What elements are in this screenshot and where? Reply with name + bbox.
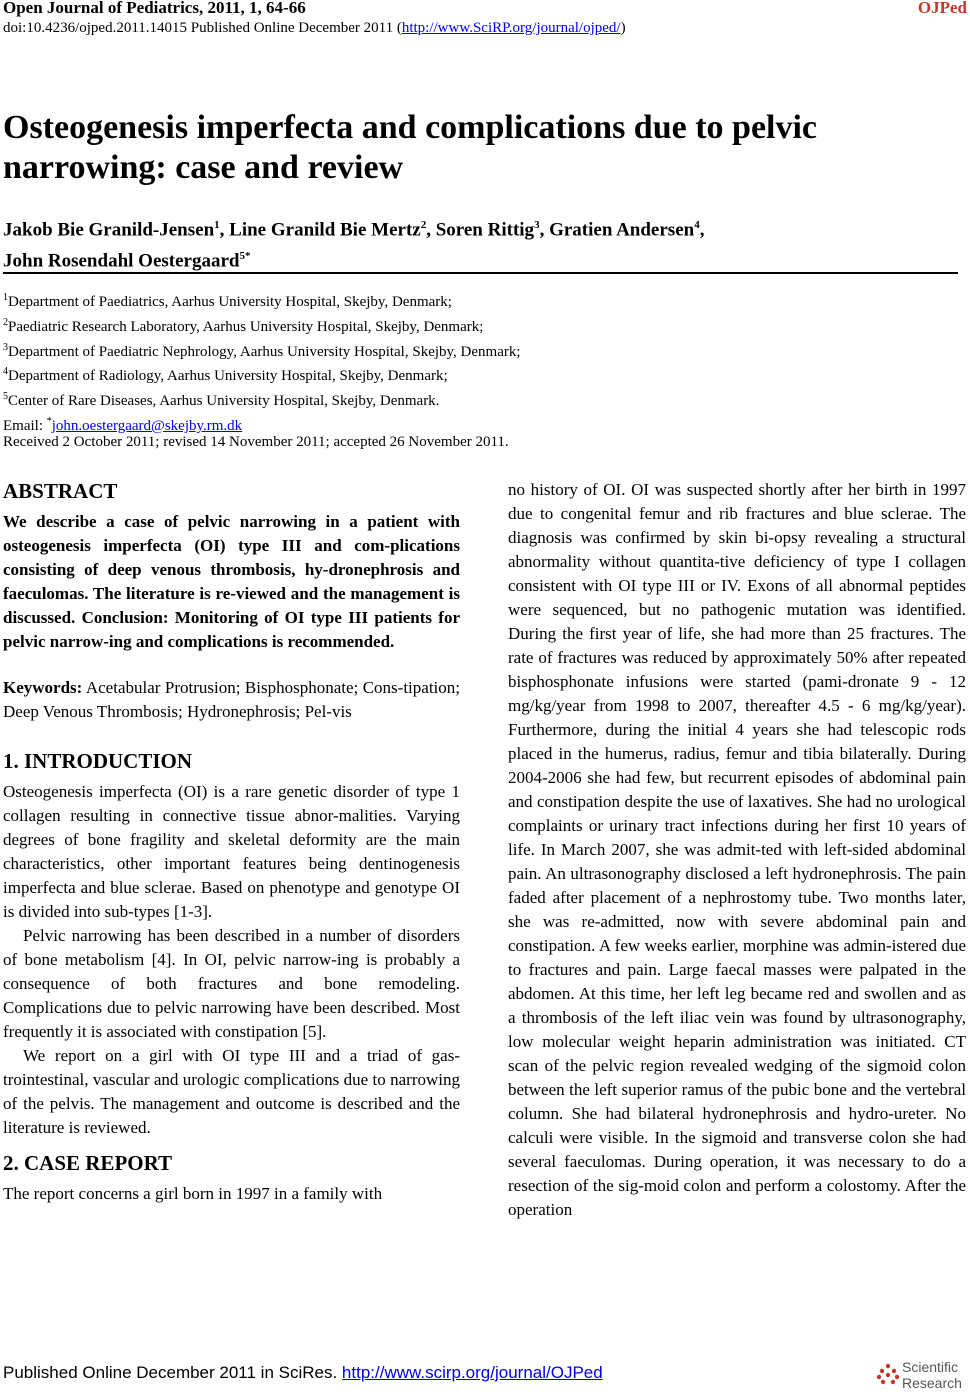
affiliation-text: Department of Radiology, Aarhus University Hospital, Skejby, Denmark; — [8, 368, 448, 385]
running-header — [3, 0, 967, 20]
logo-mark-icon — [876, 1363, 900, 1387]
affiliation-text: Paediatric Research Laboratory, Aarhus University Hospital, Skejby, Denmark; — [8, 318, 484, 335]
author-name: Jakob Bie Granild-Jensen — [3, 219, 215, 241]
case-paragraph-start: The report concerns a girl born in 1997 in a family with — [3, 1184, 383, 1203]
author-separator: , — [539, 219, 550, 241]
footer-text: Published Online December 2011 in SciRes. — [3, 1363, 342, 1382]
keywords — [3, 676, 460, 724]
corresponding-mark: * — [46, 415, 52, 427]
affiliation-mark: 1 — [3, 292, 8, 303]
author-affiliation-mark: 2 — [420, 219, 427, 231]
abstract-heading: ABSTRACT — [3, 479, 118, 503]
right-column — [508, 478, 966, 1222]
affiliation-mark: 5 — [3, 391, 8, 403]
email-label: Email: — [3, 417, 47, 434]
affiliation-mark: 4 — [3, 366, 8, 378]
author-separator: , — [426, 219, 436, 241]
left-column — [3, 476, 460, 1206]
author-name: Gratien Andersen — [549, 219, 695, 241]
doi-close: ) — [620, 20, 626, 36]
author-separator: , — [219, 219, 230, 241]
page-footer — [3, 1363, 603, 1383]
affiliation-mark: 3 — [3, 341, 8, 353]
doi-text: doi:10.4236/ojped.2011.14015 Published Online December 2011 ( — [3, 20, 402, 36]
author-name: Soren Rittig — [435, 219, 535, 241]
affiliation-item — [3, 362, 903, 387]
affiliation-mark: 2 — [3, 316, 8, 328]
affiliation-item — [3, 288, 903, 313]
abstract-text: We describe a case of pelvic narrowing in a patient with osteogenesis imperfecta (OI) type III and com-plications consisting of deep venous thrombosis, hy-dronephrosis and faeculomas. The literature is re-viewed and the management is discussed. Conclusion: Monitoring of OI type III patients for pelvic narrow-ing and complications is recommended. — [3, 512, 460, 651]
author-separator: , — [699, 219, 705, 241]
affiliation-list — [3, 288, 903, 437]
journal-abbreviation: OJPed — [917, 0, 967, 17]
affiliation-item — [3, 338, 903, 363]
doi-line — [3, 20, 626, 37]
logo-line-1: Scientific — [902, 1359, 959, 1375]
author-affiliation-mark: 5* — [239, 250, 251, 263]
intro-paragraph-3: We report on a girl with OI type III and a triad of gas-trointestinal, vascular and urologic complications due to narrowing of the pelvis. The management and outcome is described and the literature is reviewed. — [3, 1046, 460, 1137]
author-affiliation-mark: 1 — [214, 219, 220, 231]
author-name: Line Granild Bie Mertz — [229, 219, 421, 241]
affiliation-item — [3, 387, 903, 412]
intro-paragraph-2: Pelvic narrowing has been described in a number of disorders of bone metabolism [4]. In OI, pelvic narrow-ing is probably a consequence of both fractures and bone remodeling. Complications due to pelvic narrowing have been described. Most frequently it is associated with constipation [5]. — [3, 926, 460, 1041]
email-link[interactable]: john.oestergaard@skejby.rm.dk — [51, 417, 243, 434]
keywords-text: Acetabular Protrusion; Bisphosphonate; Cons-tipation; Deep Venous Thrombosis; Hydronephrosis; Pel-vis — [3, 678, 460, 721]
affiliation-text: Center of Rare Diseases, Aarhus University Hospital, Skejby, Denmark. — [8, 393, 440, 410]
affiliation-text: Department of Paediatrics, Aarhus University Hospital, Skejby, Denmark; — [8, 294, 452, 310]
journal-name: Open Journal of Pediatrics, 2011, 1, 64-66 — [3, 0, 306, 17]
scientific-research-logo — [876, 1359, 968, 1393]
logo-wordmark — [902, 1359, 962, 1391]
keywords-label: Keywords: — [3, 678, 83, 697]
affiliation-item — [3, 313, 903, 338]
logo-line-2: Research — [902, 1375, 962, 1391]
introduction-heading: 1. INTRODUCTION — [3, 749, 193, 773]
article-title: Osteogenesis imperfecta and complications due to pelvic narrowing: case and review — [3, 109, 818, 186]
author-list — [3, 212, 953, 275]
author-affiliation-mark: 4 — [694, 219, 700, 231]
author-name: John Rosendahl Oestergaard — [3, 250, 240, 272]
received-dates: Received 2 October 2011; revised 14 November 2011; accepted 26 November 2011. — [3, 434, 509, 450]
case-report-heading: 2. CASE REPORT — [3, 1151, 173, 1175]
case-paragraph-continued: no history of OI. OI was suspected shortly after her birth in 1997 due to congenital femur and rib fractures and blue sclerae. The diagnosis was confirmed by skin bi-opsy revealing a structural abnormality without quantita-tive deficiency of type I collagen consistent with OI type III or IV. Exons of all abnormal peptides were sequenced, but no pathogenic mutation was identified. During the first year of life, she had more than 25 fractures. The rate of fractures was reduced by approximately 50% after repeated bisphosphonate infusions were started (pami-dronate 9 - 12 mg/kg/year from 1998 to 2007, thereafter 4.5 - 6 mg/kg/year). Furthermore, during the initial 4 years she had telescopic rods placed in the humerus, radius, femur and tibia bilaterally. During 2004-2006 she had few, but recurrent episodes of abdominal pain and constipation despite the use of laxatives. She had no urological complaints or urinary tract infections during her first 10 years of life. In March 2007, she was admit-ted with left-sided abdominal pain. An ultrasonography disclosed a left hydronephrosis. The pain faded after placement of a nephrostomy tube. Two months later, she was re-admitted, now with severe abdominal pain and constipation. A few weeks earlier, morphine was admin-istered due to fractures and pain. Large faecal masses were palpated in the abdomen. At this time, her left leg became red and swollen and as a thrombosis of the left iliac vein was found by ultrasonography, low molecular weight heparin administration was initiated. CT scan of the pelvic region revealed wedging of the sigmoid colon between the left superior ramus of the pubic bone and the vertebral column. She had bilateral hydronephrosis and hydro-ureter. No calculi were visible. In the sigmoid and transverse colon she had several faeculomas. During operation, it was necessary to do a resection of the sig-moid colon and perform a colostomy. After the operation — [508, 480, 966, 1219]
intro-paragraph-1: Osteogenesis imperfecta (OI) is a rare genetic disorder of type 1 collagen resulting in connective tissue abnor-malities. Varying degrees of bone fragility and skeletal deformity are the main characteristics, other important features being dentinogenesis imperfecta and blue sclerae. Based on phenotype and genotype OI is divided into sub-types [1-3]. — [3, 782, 460, 921]
header-divider — [3, 272, 958, 274]
journal-url-link[interactable]: http://www.SciRP.org/journal/ojped/ — [401, 20, 621, 36]
author-affiliation-mark: 3 — [534, 219, 540, 231]
footer-journal-link[interactable]: http://www.scirp.org/journal/OJPed — [341, 1363, 603, 1382]
affiliation-text: Department of Paediatric Nephrology, Aarhus University Hospital, Skejby, Denmark; — [8, 343, 521, 360]
